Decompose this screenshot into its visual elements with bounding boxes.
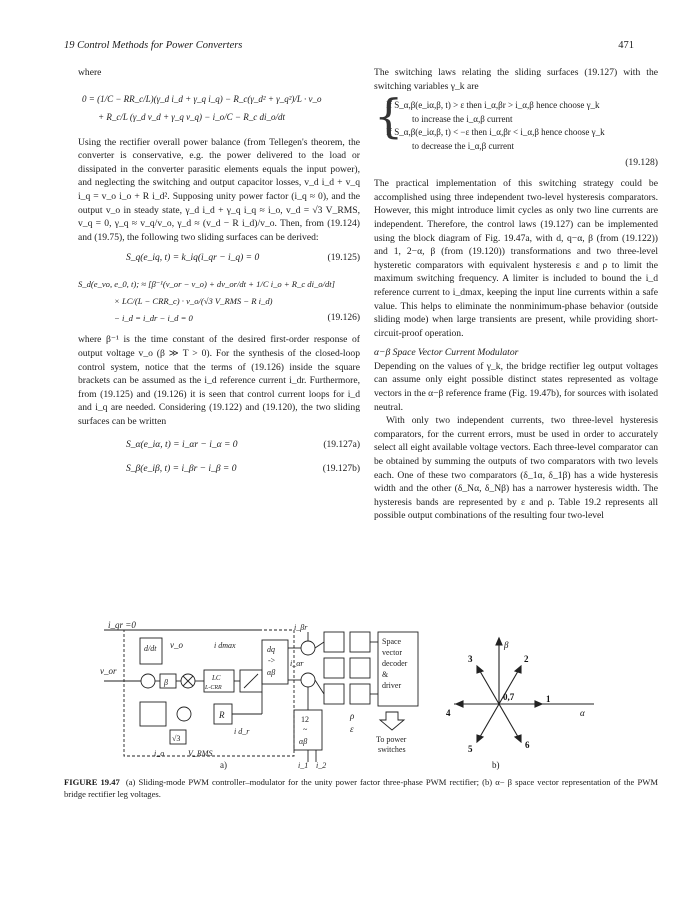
label-i2: i_2 (316, 761, 327, 770)
label-vrms: V_RMS (188, 749, 213, 758)
equation-126-line2: × LC/(L − CRR_c) · v_o/(√3 V_RMS − R i_d) (114, 296, 273, 307)
hysteresis-comparator-3 (324, 684, 344, 704)
caption-text: (a) Sliding-mode PWM controller–modulator for the unity power factor three-phase PWM rectifier; (b) α− β space vector representation of the PWM bridge rectifier leg voltages. (64, 777, 658, 799)
label-decoder-5: driver (382, 681, 402, 690)
sum-junction-beta (301, 641, 315, 655)
section-subheading: α−β Space Vector Current Modulator (374, 347, 519, 359)
paragraph-space-vector: Depending on the values of γ_k, the bridge rectifier leg output voltages can assume only eight possible distinct states represented as voltage vectors in the α−β reference frame (Fig. 19.47b), for sources with isolated neutral. (374, 360, 658, 413)
output-arrow (380, 712, 404, 730)
paragraph-comparators: With only two independent currents, two three-level hysteresis comparators, for the current errors, must be used in order to accurately select all eight available voltage vectors. Each three-level comparator can be obtained by summing the outputs of two comparators with two levels each. One of these two comparators (δ_1α, δ_1β) has a wide hysteresis width and the other (δ_Nα, δ_Nβ) has a narrower hysteresis width. The hysteresis bands are represented by ε and ρ. Table 19.2 represents all possible output combinations of the resulting four two-level (374, 415, 658, 522)
label-iqr: i_qr =0 (108, 620, 136, 630)
paragraph-power-balance: Using the rectifier overall power balance (from Tellegen's theorem, the converter is conservative, e.g. the power delivered to the load or dissipated in the converter parasitic elements equals the input power), and neglecting the switching and output capacitor losses, v_d i_d + v_q i_q = v_o i_o + R i_d². Supposing unity power factor (i_q ≈ 0), and the output v_o in steady state, γ_d i_d + γ_q i_q ≈ i_o, v_d = √3 V_RMS, v_q = 0, γ_q ≈ v_q/v_o, γ_d ≈ (v_d − R i_d)/v_o. Then, from (19.124) and (19.75), the following two sliding surfaces can be derived: (78, 136, 360, 243)
label-sqrt3: √3 (172, 734, 181, 743)
equation-number: (19.127b) (322, 463, 360, 474)
beta-arrowhead (496, 638, 502, 645)
label-dq: dq (267, 645, 275, 654)
arrowhead-4 (456, 701, 463, 707)
label-i1: i_1 (298, 761, 309, 770)
equation-number: (19.126) (327, 313, 360, 324)
case-1-detail: to increase the i_α,β current (412, 113, 513, 124)
paragraph-time-constant: where β⁻¹ is the time constant of the desired first-order response of output voltage v_o (β ≫ T > 0). For the synthesis of the closed-loop control system, notice that the terms of (19.126) inside the square brackets can be assumed as the i_d reference current i_dr. Furthermore, from (19.125) and (19.126) it is seen that control current loops for i_d and i_q are needed. Considering (19.122) and (19.120), the two sliding surfaces can be written (78, 334, 360, 427)
equation-126-line3: − i_d = i_dr − i_d = 0 (114, 313, 193, 324)
label-ddt: d/dt (144, 644, 157, 653)
label-arrow: -> (268, 656, 276, 665)
equation-number: (19.125) (327, 253, 360, 264)
equation-body: S_β(e_iβ, t) = i_βr − i_β = 0 (126, 463, 237, 474)
label-decoder-1: Space (382, 637, 402, 646)
vector-label-1: 1 (546, 694, 551, 704)
label-idmax: i dmax (214, 641, 236, 650)
label-beta: β (164, 678, 168, 687)
hysteresis-comparator-6 (350, 684, 370, 704)
hysteresis-comparator-1 (324, 632, 344, 652)
figure-svg (64, 618, 658, 770)
label-12: 12 (301, 715, 309, 724)
paragraph-implementation: The practical implementation of this switching strategy could be accomplished using three independent two-level hysteresis comparators. However, this might introduce limit cycles as only two line currents are independent. Therefore, the control laws (19.127) can be implemented using the block diagram of Fig. 19.47a, with d, q−α, β (from (19.122)) and 1, 2−α, β (from (19.120)) transformations and two three-level hysteretic comparators with equivalent hysteresis ε and ρ to limit the maximum switching frequency. A limiter is included to bound the i_d reference current to i_dmax, keeping the input line currents within a safe value. This helps to eliminate the nonminimum-phase behavior (outside sliding mode) when large transients are present, while providing short-circuit-proof operation. (374, 178, 658, 339)
label-idr: i d_r (234, 727, 250, 736)
label-to-power-2: switches (378, 745, 406, 754)
label-decoder-4: & (382, 670, 389, 679)
label-decoder-3: decoder (382, 659, 408, 668)
arrowhead-5 (477, 735, 483, 742)
where-label: where (78, 67, 102, 78)
beta-gain-block (160, 674, 176, 688)
hysteresis-comparator-4 (350, 632, 370, 652)
case-2: If S_α,β(e_iα,β, t) < −ε then i_α,βr < i_α,β hence choose γ_k (386, 127, 605, 138)
sum-junction-3 (177, 707, 191, 721)
equation-body: S_α(e_iα, t) = i_αr − i_α = 0 (126, 439, 238, 450)
vector-label-5: 5 (468, 744, 473, 754)
figure-19-47 (64, 618, 658, 770)
equation-where-line1: 0 = (1/C − RR_c/L)(γ_d i_d + γ_q i_q) − R_c(γ_d² + γ_q²)/L · v_o (82, 93, 322, 104)
sum-junction-alpha (301, 673, 315, 687)
equation-19-125 (78, 252, 360, 268)
vector-label-4: 4 (446, 708, 451, 718)
equation-where-line2: + R_c/L (γ_d v_d + γ_q v_q) − i_o/C − R_c di_o/dt (98, 111, 285, 122)
hysteresis-comparator-2 (324, 658, 344, 678)
sum-junction-1 (141, 674, 155, 688)
right-column (374, 66, 658, 523)
rc-derivative-block (140, 702, 166, 726)
case-2-detail: to decrease the i_α,β current (412, 140, 514, 151)
label-panel-b: b) (492, 760, 500, 770)
vector-label-3: 3 (468, 654, 473, 664)
switching-law-cases (374, 99, 658, 153)
label-io: i_o (154, 749, 165, 758)
vector-label-2: 2 (524, 654, 529, 664)
equation-body: S_q(e_iq, t) = k_iq(i_qr − i_q) = 0 (126, 253, 260, 264)
label-rho: ρ (350, 711, 355, 721)
paragraph-switching-laws: The switching laws relating the sliding surfaces (19.127) with the switching variables γ_k are (374, 67, 658, 92)
equation-number-19-128: (19.128) (625, 156, 658, 168)
arrowhead-2 (515, 666, 521, 673)
vector-label-6: 6 (525, 740, 530, 750)
caption-label: FIGURE 19.47 (64, 777, 120, 787)
equation-19-126 (78, 276, 360, 327)
equation-19-127b (78, 463, 360, 479)
arrowhead-6 (515, 735, 521, 742)
equation-number: (19.127a) (323, 439, 360, 450)
label-eps: ε (350, 724, 354, 734)
label-decoder-2: vector (382, 648, 402, 657)
label-ab: αβ (267, 668, 276, 677)
label-betar: i_βr (294, 623, 308, 632)
arrowhead-1 (535, 701, 542, 707)
label-ab-2: αβ (299, 737, 308, 746)
page-number: 471 (618, 40, 634, 51)
figure-caption (64, 776, 658, 800)
label-lccrr: L-CRR (205, 685, 222, 691)
vector-label-07: 0,7 (503, 692, 515, 702)
running-header: 19 Control Methods for Power Converters (64, 40, 243, 51)
arrowhead-3 (477, 666, 483, 673)
label-vor: v_or (100, 666, 117, 676)
label-lc: LC (212, 674, 221, 682)
label-r: R (219, 710, 225, 720)
left-column (78, 66, 360, 479)
label-panel-a: a) (220, 760, 227, 770)
label-alphar: i_αr (290, 659, 304, 668)
axis-label-beta: β (504, 640, 509, 650)
label-vo: v_o (170, 640, 183, 650)
case-1: { If S_α,β(e_iα,β, t) > ε then i_α,βr > i_α,β hence choose γ_k (386, 100, 600, 111)
hysteresis-comparator-5 (350, 658, 370, 678)
axis-label-alpha: α (580, 708, 585, 718)
label-tilde: ~ (303, 725, 308, 734)
equation-126-line1: S_d(e_vo, e_0, t); ≈ [β⁻¹(v_or − v_o) + dv_or/dt + 1/C i_o + R_c di_o/dt] (78, 279, 335, 290)
equation-19-127a (78, 439, 360, 455)
label-to-power-1: To power (376, 735, 407, 744)
